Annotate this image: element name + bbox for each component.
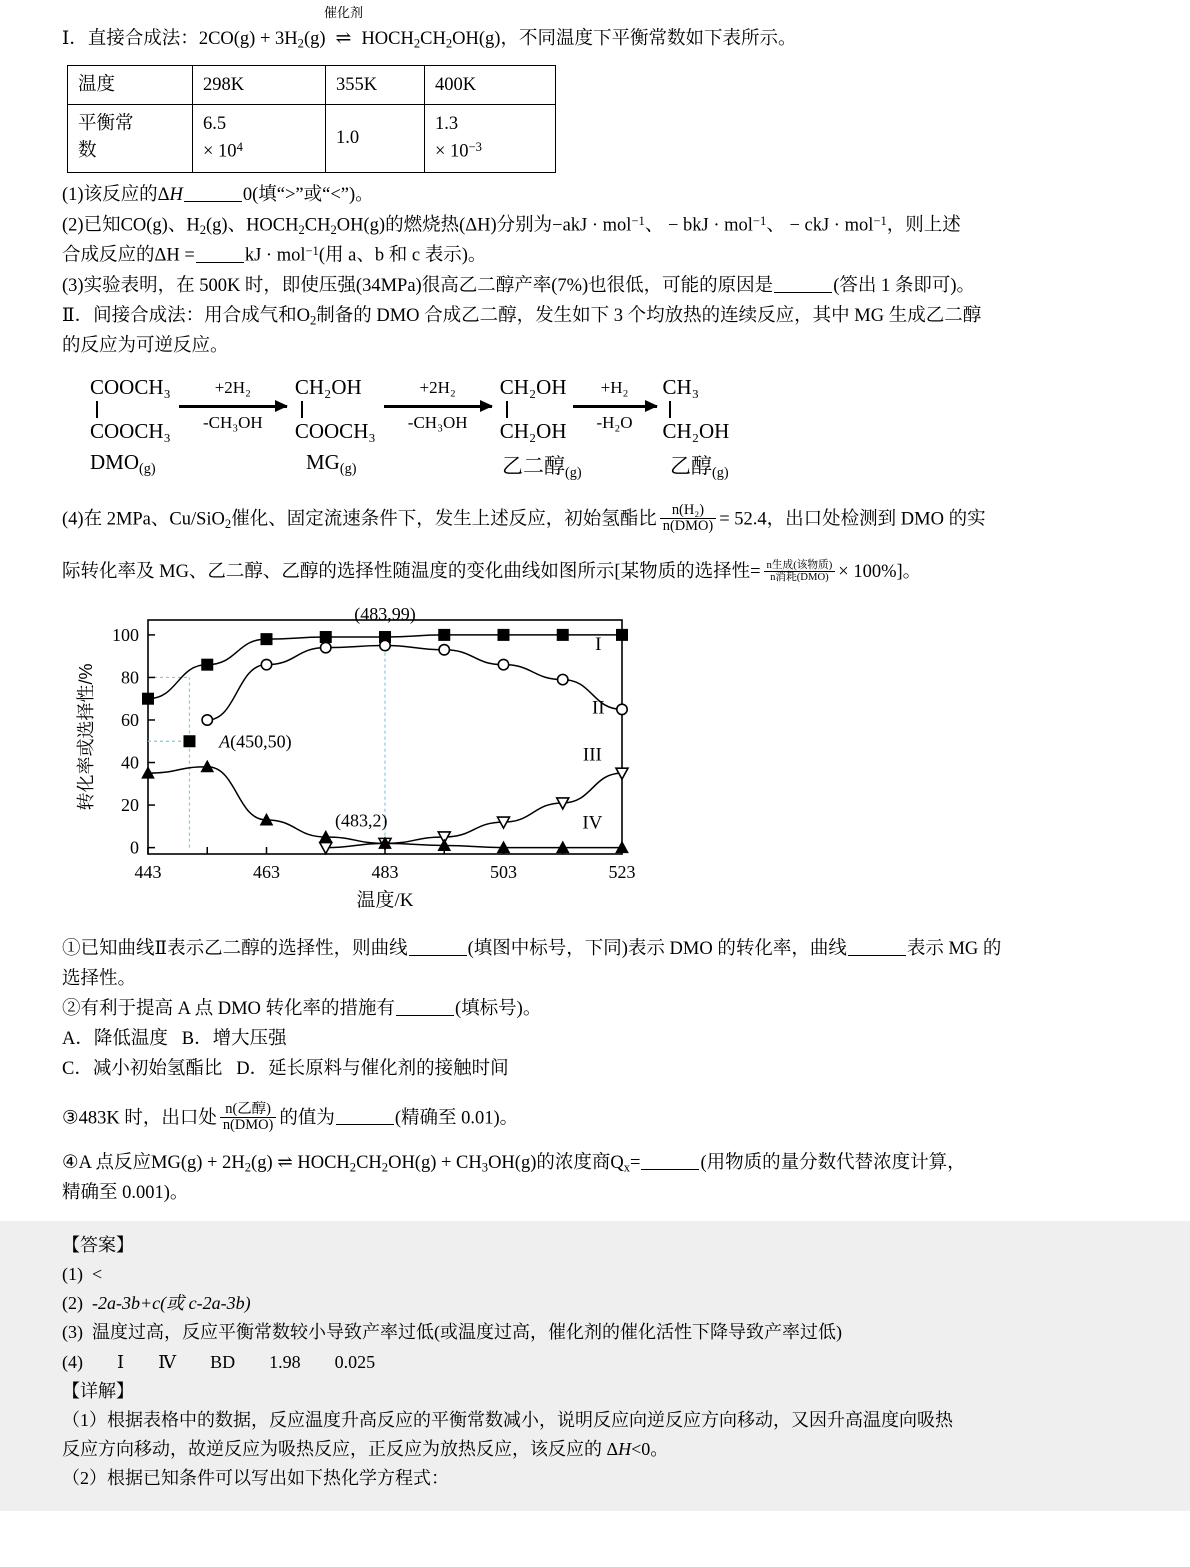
sq3-a: ③483K 时，出口处 [62,1108,217,1129]
chart-x-tick-label: 463 [253,861,280,882]
chart-marker-I [557,629,568,640]
q3-b: (答出 1 条即可)。 [833,275,976,296]
chart-x-tick-label: 523 [608,861,636,882]
chart-series-label-I: I [595,633,602,655]
answer-4-value-4: 1.98 [269,1351,301,1372]
chart-marker-I [143,693,154,704]
detail-1-line-2 [62,1435,1145,1464]
q4-l2-b: × 100%]。 [838,561,922,582]
question-3 [62,272,1145,302]
sq1-blank-1[interactable] [409,936,467,956]
dmo-bottom-group: COOCH₃ [90,419,171,444]
sub-question-4-line-2: 精确至 0.001)。 [62,1182,189,1203]
q4-c: = 52.4，出口处检测到 DMO 的实 [719,509,986,530]
detail-heading: 【详解】 [62,1380,134,1401]
chart-annotation: (483,2) [335,810,388,831]
eq-right: HOCH [361,29,414,49]
k-400-exponent: −3 [468,140,482,155]
sq1-c: 表示 MG 的 [906,938,1002,959]
ethanol-bottom-group: CH₂OH [662,419,730,444]
chart-marker-I [261,634,272,645]
name-ethanol-state: (g) [712,464,729,481]
q2-sub-3: 2 [330,222,337,237]
question-2-line-2 [62,241,1145,272]
detail-2-line-1: （2）根据已知条件可以写出如下热化学方程式： [62,1468,449,1489]
sub-question-3 [62,1100,1145,1135]
q2-l2-c: (用 a、b 和 c 表示)。 [318,245,487,266]
reaction-arrow-2 [384,376,492,434]
chart-series-label-IV: IV [582,812,603,834]
s2-l1-a: Ⅱ．间接合成法：用合成气和O [62,305,310,326]
name-dmo [90,450,306,482]
sq1-b: (填图中标号，下同)表示 DMO 的转化率，曲线 [467,938,847,959]
chart-marker-II [321,642,331,652]
eq-right-sub-1: 2 [413,36,421,51]
s2-sub-o2: 2 [309,313,317,328]
name-dmo-state: (g) [139,460,156,477]
cell-k-header [68,105,193,172]
chart-y-tick-label: 80 [121,667,139,688]
q2-l2-a: 合成反应的ΔH = [62,245,195,266]
chart-marker-II [439,645,449,655]
question-1 [62,181,1145,211]
ratio-denominator: n(DMO) [662,518,714,535]
q4-sub-sio2: 2 [224,516,232,531]
section-1-label: Ⅰ．直接合成法： [62,29,199,49]
q2-p2: (g)、HOCH [206,215,299,236]
k-header-line1: 平衡常 [78,114,134,135]
ethanol-dmo-ratio-fraction [220,1102,276,1134]
ethanol-top-group: CH₃ [662,374,700,399]
option-b[interactable]: B．增大压强 [181,1028,287,1049]
answer-4-value-3: BD [210,1351,236,1372]
sq1-a: ①已知曲线Ⅱ表示乙二醇的选择性，则曲线 [62,938,408,959]
equilibrium-constant-table [67,65,556,173]
q1-suffix: 0(填“>”或“<”)。 [242,184,374,205]
chart-marker-I [202,659,213,670]
k-298-times: × 10 [203,141,237,162]
molecule-mg [295,376,376,444]
selectivity-denominator: n消耗(DMO) [770,571,829,584]
answer-2-number: (2) [62,1293,83,1314]
name-mg [306,450,502,482]
sq1-blank-2[interactable] [848,936,906,956]
cell-temp-400: 400K [425,65,556,105]
reaction-scheme [90,376,1145,482]
sub-question-4-line-1 [62,1149,1145,1179]
reaction-scheme-row [90,376,1145,444]
reaction-scheme-names [90,450,1145,482]
chart-svg [62,602,662,922]
arrow-2-byproduct: -CH₃OH [407,413,468,433]
catalyst-label: 催化剂 [323,5,363,20]
sq3-b: 的值为 [279,1108,335,1129]
answer-1-number: (1) [62,1264,83,1285]
section-1-suffix: ，不同温度下平衡常数如下表所示。 [500,29,797,49]
q1-prefix: (1)该反应的Δ [62,184,170,205]
q1-delta-h: H [169,184,183,205]
arrow-1-byproduct: -CH₃OH [202,413,263,433]
selectivity-fraction [764,560,836,584]
question-2-line-1 [62,211,1145,242]
reaction-arrow-3 [573,376,657,434]
name-ethanol-text: 乙醇 [670,453,712,478]
cell-temp-355: 355K [326,65,425,105]
table-row [68,105,556,172]
sq3-denominator: n(DMO) [222,1117,274,1134]
option-a[interactable]: A．降低温度 [62,1028,168,1049]
s2-l1-b: 制备的 DMO 合成乙二醇，发生如下 3 个均放热的连续反应，其中 MG 生成乙二醇 [316,305,982,326]
arrow-3-reagent: +H₂ [600,377,629,397]
q4-b: 催化、固定流速条件下，发生上述反应，初始氢酯比 [231,509,657,530]
equilibrium-arrow-icon: ⇌ [335,28,352,49]
k-298-exponent: 4 [236,140,243,155]
chart-annotation: (483,99) [354,603,416,624]
q2-sup-2: −1 [752,213,767,228]
eg-top-group: CH₂OH [499,374,567,399]
eq-right-tail: OH(g) [452,29,501,49]
detail-1-l2-b: <0。 [631,1438,669,1459]
arrow-2-reagent: +2H₂ [419,377,456,397]
chart-series-label-II: II [591,697,605,719]
q3-a: (3)实验表明，在 500K 时，即使压强(34MPa)很高乙二醇产率(7%)也很低，可能的原因是 [62,275,774,296]
name-mg-text: MG [306,449,340,474]
answer-4 [62,1348,1145,1377]
q2-p3: CH [304,215,331,236]
section-2-line-2: 的反应为可逆反应。 [62,335,229,356]
option-d[interactable]: D．延长原料与催化剂的接触时间 [236,1058,509,1079]
chart-marker-I [498,629,509,640]
answer-heading: 【答案】 [62,1234,134,1255]
bond-line-icon [506,401,508,418]
sq2-a: ②有利于提高 A 点 DMO 转化率的措施有 [62,998,396,1019]
q2-sub-2: 2 [298,222,305,237]
section-1-eq-left: 2CO(g) + 3H [198,29,298,49]
answer-2-value: -2a-3b+c(或 c-2a-3b) [92,1293,251,1314]
q4-a: (4)在 2MPa、Cu/SiO [62,509,225,530]
detail-1-line-1: （1）根据表格中的数据，反应温度升高反应的平衡常数减小，说明反应向逆反应方向移动，又因升高温度向吸热 [62,1409,953,1430]
chart-y-tick-label: 20 [121,795,139,816]
chart-point-A [184,736,195,747]
k-400-mantissa: 1.3 [435,114,459,135]
eg-bottom-group: CH₂OH [499,419,567,444]
sub-question-1-line-2: 选择性。 [62,968,137,989]
q2-sup-3: −1 [873,213,887,228]
k-400-times: × 10 [435,141,469,162]
option-c[interactable]: C．减小初始氢酯比 [62,1058,223,1079]
detail-1-l2-italic: H [618,1438,632,1459]
sq4-e: OH(g)的浓度商Q [488,1152,624,1173]
chart-x-axis-label: 温度/K [356,889,414,911]
answer-1-value: < [92,1264,103,1285]
ratio-numerator: n(H₂) [660,503,716,520]
sq2-b: (填标号)。 [455,998,542,1019]
chart-marker-II [558,674,568,684]
sq4-c: CH [356,1152,382,1173]
chart-marker-II [617,704,627,714]
sq4-sub-3: 2 [381,1160,389,1175]
answer-4-number: (4) [62,1351,83,1372]
q2-p4: OH(g)的燃烧热(ΔH)分别为−akJ · mol [336,215,632,236]
sq3-c: (精确至 0.01)。 [394,1108,519,1129]
sq4-f: = [630,1152,641,1173]
equilibrium-arrow-group [323,5,363,55]
cell-temperature-header: 温度 [68,65,193,105]
bond-line-icon [301,401,303,418]
answer-2 [62,1289,1145,1318]
reaction-arrow-1 [179,376,287,434]
sq4-a: ④A 点反应MG(g) + 2H [62,1152,245,1173]
chart-y-tick-label: 60 [121,709,139,730]
question-4-line-2 [62,558,1145,588]
sub-question-1-line-1 [62,935,1145,965]
q2-answer-blank[interactable] [196,243,244,263]
question-4-line-1 [62,501,1145,536]
cell-k-355: 1.0 [326,105,425,172]
chart-y-axis-label: 转化率或选择性/% [76,663,96,811]
arrow-1-reagent: +2H₂ [214,377,251,397]
q2-p6: 、 − ckJ · mol [766,215,874,236]
cell-k-400 [425,105,556,172]
arrow-3-byproduct: -H₂O [596,413,633,433]
eq-left-tail: (g) [303,29,326,49]
selectivity-numerator: n生成(该物质) [764,560,836,573]
chart-marker-II [498,659,508,669]
chart-marker-II [202,715,212,725]
sub-question-2-options-ab [62,1025,1145,1055]
k-298-mantissa: 6.5 [203,114,227,135]
chart-y-tick-label: 0 [130,837,139,858]
k-header-line2: 数 [78,141,97,162]
sq3-blank[interactable] [336,1105,394,1125]
bond-line-icon [96,401,98,418]
sq4-sub-2: 2 [349,1160,357,1175]
arrow-right-icon [179,400,287,411]
section-2-line-1 [62,302,1145,332]
molecule-ethylene-glycol [500,376,567,444]
name-dmo-text: DMO [90,449,140,474]
mg-bottom-group: COOCH₃ [294,419,376,444]
mg-top-group: CH₂OH [294,374,362,399]
chart-x-tick-label: 443 [134,861,162,882]
name-eg-state: (g) [565,464,582,481]
q2-p7: ，则上述 [886,215,961,236]
q2-sub-1: 2 [199,222,206,237]
bond-line-icon [669,401,671,418]
q2-sup-1: −1 [631,213,645,228]
sq4-sub-4: 3 [481,1160,489,1175]
name-ethanol [670,450,729,482]
chart-marker-II [261,659,271,669]
answer-4-value-5: 0.025 [334,1351,376,1372]
dmo-top-group: COOCH₃ [90,374,171,399]
arrow-right-icon [573,400,657,411]
q2-p5: 、 − bkJ · mol [644,215,753,236]
chart-marker-II [380,640,390,650]
sq4-d: OH(g) + CH [388,1152,482,1173]
eq-right-mid: CH [420,29,446,49]
q4-l2-a: 际转化率及 MG、乙二醇、乙醇的选择性随温度的变化曲线如图所示[某物质的选择性= [62,561,761,582]
name-ethylene-glycol [502,450,670,482]
sq4-blank[interactable] [641,1150,699,1170]
sq4-g: (用物质的量分数代替浓度计算， [700,1152,966,1173]
sub-question-2 [62,995,1145,1025]
cell-k-298 [193,105,326,172]
answer-section [0,1221,1190,1511]
section-1-intro [62,5,1145,55]
chart-marker-I [320,631,331,642]
answer-3-number: (3) [62,1322,83,1343]
chart-series-label-III: III [582,744,602,766]
detail-1-l2-a: 反应方向移动，故逆反应为吸热反应，正反应为放热反应，该反应的 Δ [62,1438,619,1459]
sq2-blank[interactable] [396,995,454,1015]
q3-answer-blank[interactable] [774,272,832,292]
name-eg-text: 乙二醇 [502,453,565,478]
eq-right-sub-2: 2 [445,36,453,51]
sq4-sub-1: 2 [244,1160,252,1175]
chart-marker-I [439,629,450,640]
chart-x-tick-label: 503 [490,861,517,882]
molecule-dmo [90,376,171,444]
q2-l2-b: kJ · mol [244,245,306,266]
chart-y-tick-label: 100 [112,624,139,645]
cell-temp-298: 298K [193,65,326,105]
chart-marker-I [617,629,628,640]
eq-sub-h2: 2 [297,36,304,51]
chart-x-tick-label: 483 [371,861,399,882]
answer-4-value-2: Ⅳ [158,1351,177,1372]
answer-3-value: 温度过高，反应平衡常数较小导致产率过低(或温度过高，催化剂的催化活性下降导致产率过低) [92,1322,842,1343]
name-mg-state: (g) [339,460,357,477]
hydrogen-ester-ratio-fraction [660,503,716,535]
molecule-ethanol [663,376,730,444]
sq3-numerator: n(乙醇) [220,1102,276,1119]
q1-answer-blank[interactable] [184,181,242,201]
arrow-right-icon [384,400,492,411]
sq4-b: (g) ⇌ HOCH [251,1152,350,1173]
chart-annotation-A: A(450,50) [219,731,292,752]
sq4-sub-x: x [623,1160,631,1175]
answer-3 [62,1318,1145,1347]
sub-question-2-options-cd [62,1055,1145,1085]
q2-l2-sup: −1 [305,244,319,259]
chart-y-tick-label: 40 [121,752,139,773]
answer-4-value-1: Ⅰ [117,1351,125,1372]
table-row [68,65,556,105]
answer-1 [62,1260,1145,1289]
conversion-selectivity-chart [62,602,1145,927]
q2-p1: (2)已知CO(g)、H [62,215,200,236]
